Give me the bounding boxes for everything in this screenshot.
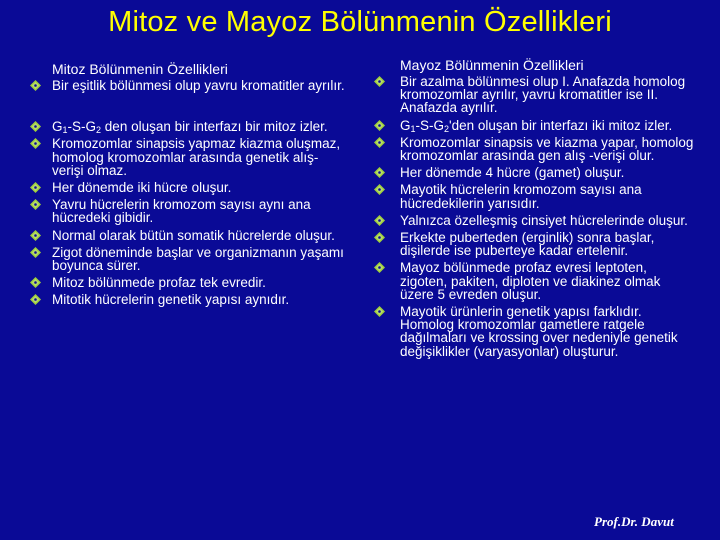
mitosis-item-8: Mitoz bölünmede profaz tek evredir. [52,275,266,291]
mitosis-item-4: Her dönemde iki hücre oluşur. [52,180,232,196]
bullet-icon [30,294,41,305]
list-item [374,119,694,132]
bullet-icon [374,120,385,131]
meiosis-heading: Mayoz Bölünmenin Özellikleri [400,57,584,73]
list-item [374,214,694,227]
meiosis-item-9: Mayotik ürünlerin genetik yapısı farklıdır. Homolog kromozomlar gametlere ratgele dağılmaları ve krossing over nedeniyle genetik değişiklikler (varyasyonlar) oluşturur. [400,304,678,359]
bullet-icon [30,138,41,149]
bullet-icon [30,121,41,132]
meiosis-item-6: Yalnızca özelleşmiş cinsiyet hücrelerinde oluşur. [400,212,688,228]
bullet-icon [30,199,41,210]
list-item [30,229,348,242]
mitosis-list [30,79,348,307]
list-item [30,181,348,194]
list-item [374,261,694,301]
list-item [30,119,348,136]
bullet-icon [374,262,385,273]
list-item [30,293,348,306]
bullet-icon [30,182,41,193]
mitosis-item-1: Bir eşitlik bölünmesi olup yavru kromatitler ayrılır. [52,78,345,93]
meiosis-list [374,75,694,358]
mitosis-heading: Mitoz Bölünmenin Özellikleri [52,61,228,77]
bullet-icon [30,247,41,258]
bullet-icon [374,306,385,317]
meiosis-item-5: Mayotik hücrelerin kromozom sayısı ana hücredekilerin yarısıdır. [400,182,642,211]
meiosis-item-4: Her dönemde 4 hücre (gamet) oluşur. [400,165,625,181]
mitosis-item-5: Yavru hücrelerin kromozom sayısı aynı ana hücredeki gibidir. [52,197,311,226]
list-item [374,75,694,115]
list-item [374,166,694,179]
meiosis-item-1: Bir azalma bölünmesi olup I. Anafazda homolog kromozomlar ayrılır, yavru kromatitler ise II. Anafazda ayrılır. [400,74,686,116]
mitosis-item-6: Normal olarak bütün somatik hücrelerde oluşur. [52,227,335,243]
meiosis-item-3: Kromozomlar sinapsis ve kiazma yapar, homolog kromozomlar arasında gen alış -verişi olur. [400,134,694,164]
author-signature: Prof.Dr. Davut [594,514,674,529]
bullet-icon [30,230,41,241]
bullet-icon [374,167,385,178]
meiosis-item-2: $G_1-S-G_2'den$ oluşan bir interfazı iki mitoz izler. [400,117,673,134]
bullet-icon [374,215,385,226]
list-item [30,246,348,272]
mitosis-item-2: $G_1-S-G_2$ den oluşan bir interfazı bir mitoz izler. [52,119,328,136]
list-item [374,183,694,209]
bullet-icon [374,137,385,148]
bullet-icon [374,184,385,195]
bullet-icon [30,80,41,91]
list-item [30,276,348,289]
meiosis-item-7: Erkekte puberteden (erginlik) sonra başlar, dişilerde ise puberteye kadar ertelenir. [400,230,655,259]
list-item [30,79,348,92]
bullet-icon [374,232,385,243]
mitosis-item-7: Zigot döneminde başlar ve organizmanın yaşamı boyunca sürer. [52,244,344,274]
list-item [374,231,694,257]
bullet-icon [30,277,41,288]
mitosis-item-9: Mitotik hücrelerin genetik yapısı aynıdır. [52,292,290,308]
mitosis-column [30,58,348,311]
list-item [30,198,348,224]
slide-title: Mitoz ve Mayoz Bölünmenin Özellikleri [108,6,612,38]
meiosis-column [374,58,694,362]
mitosis-item-3: Kromozomlar sinapsis yapmaz kiazma oluşmaz, homolog kromozomlar arasında genetik alış-verişi olmaz. [52,136,341,178]
bullet-icon [374,76,385,87]
meiosis-item-8: Mayoz bölünmede profaz evresi leptoten, zigoten, pakiten, diploten ve diakinez olmak üzere 5 evreden oluşur. [400,260,661,302]
list-item [374,136,694,162]
list-item [374,305,694,358]
spacer [30,96,348,116]
list-item [30,137,348,177]
